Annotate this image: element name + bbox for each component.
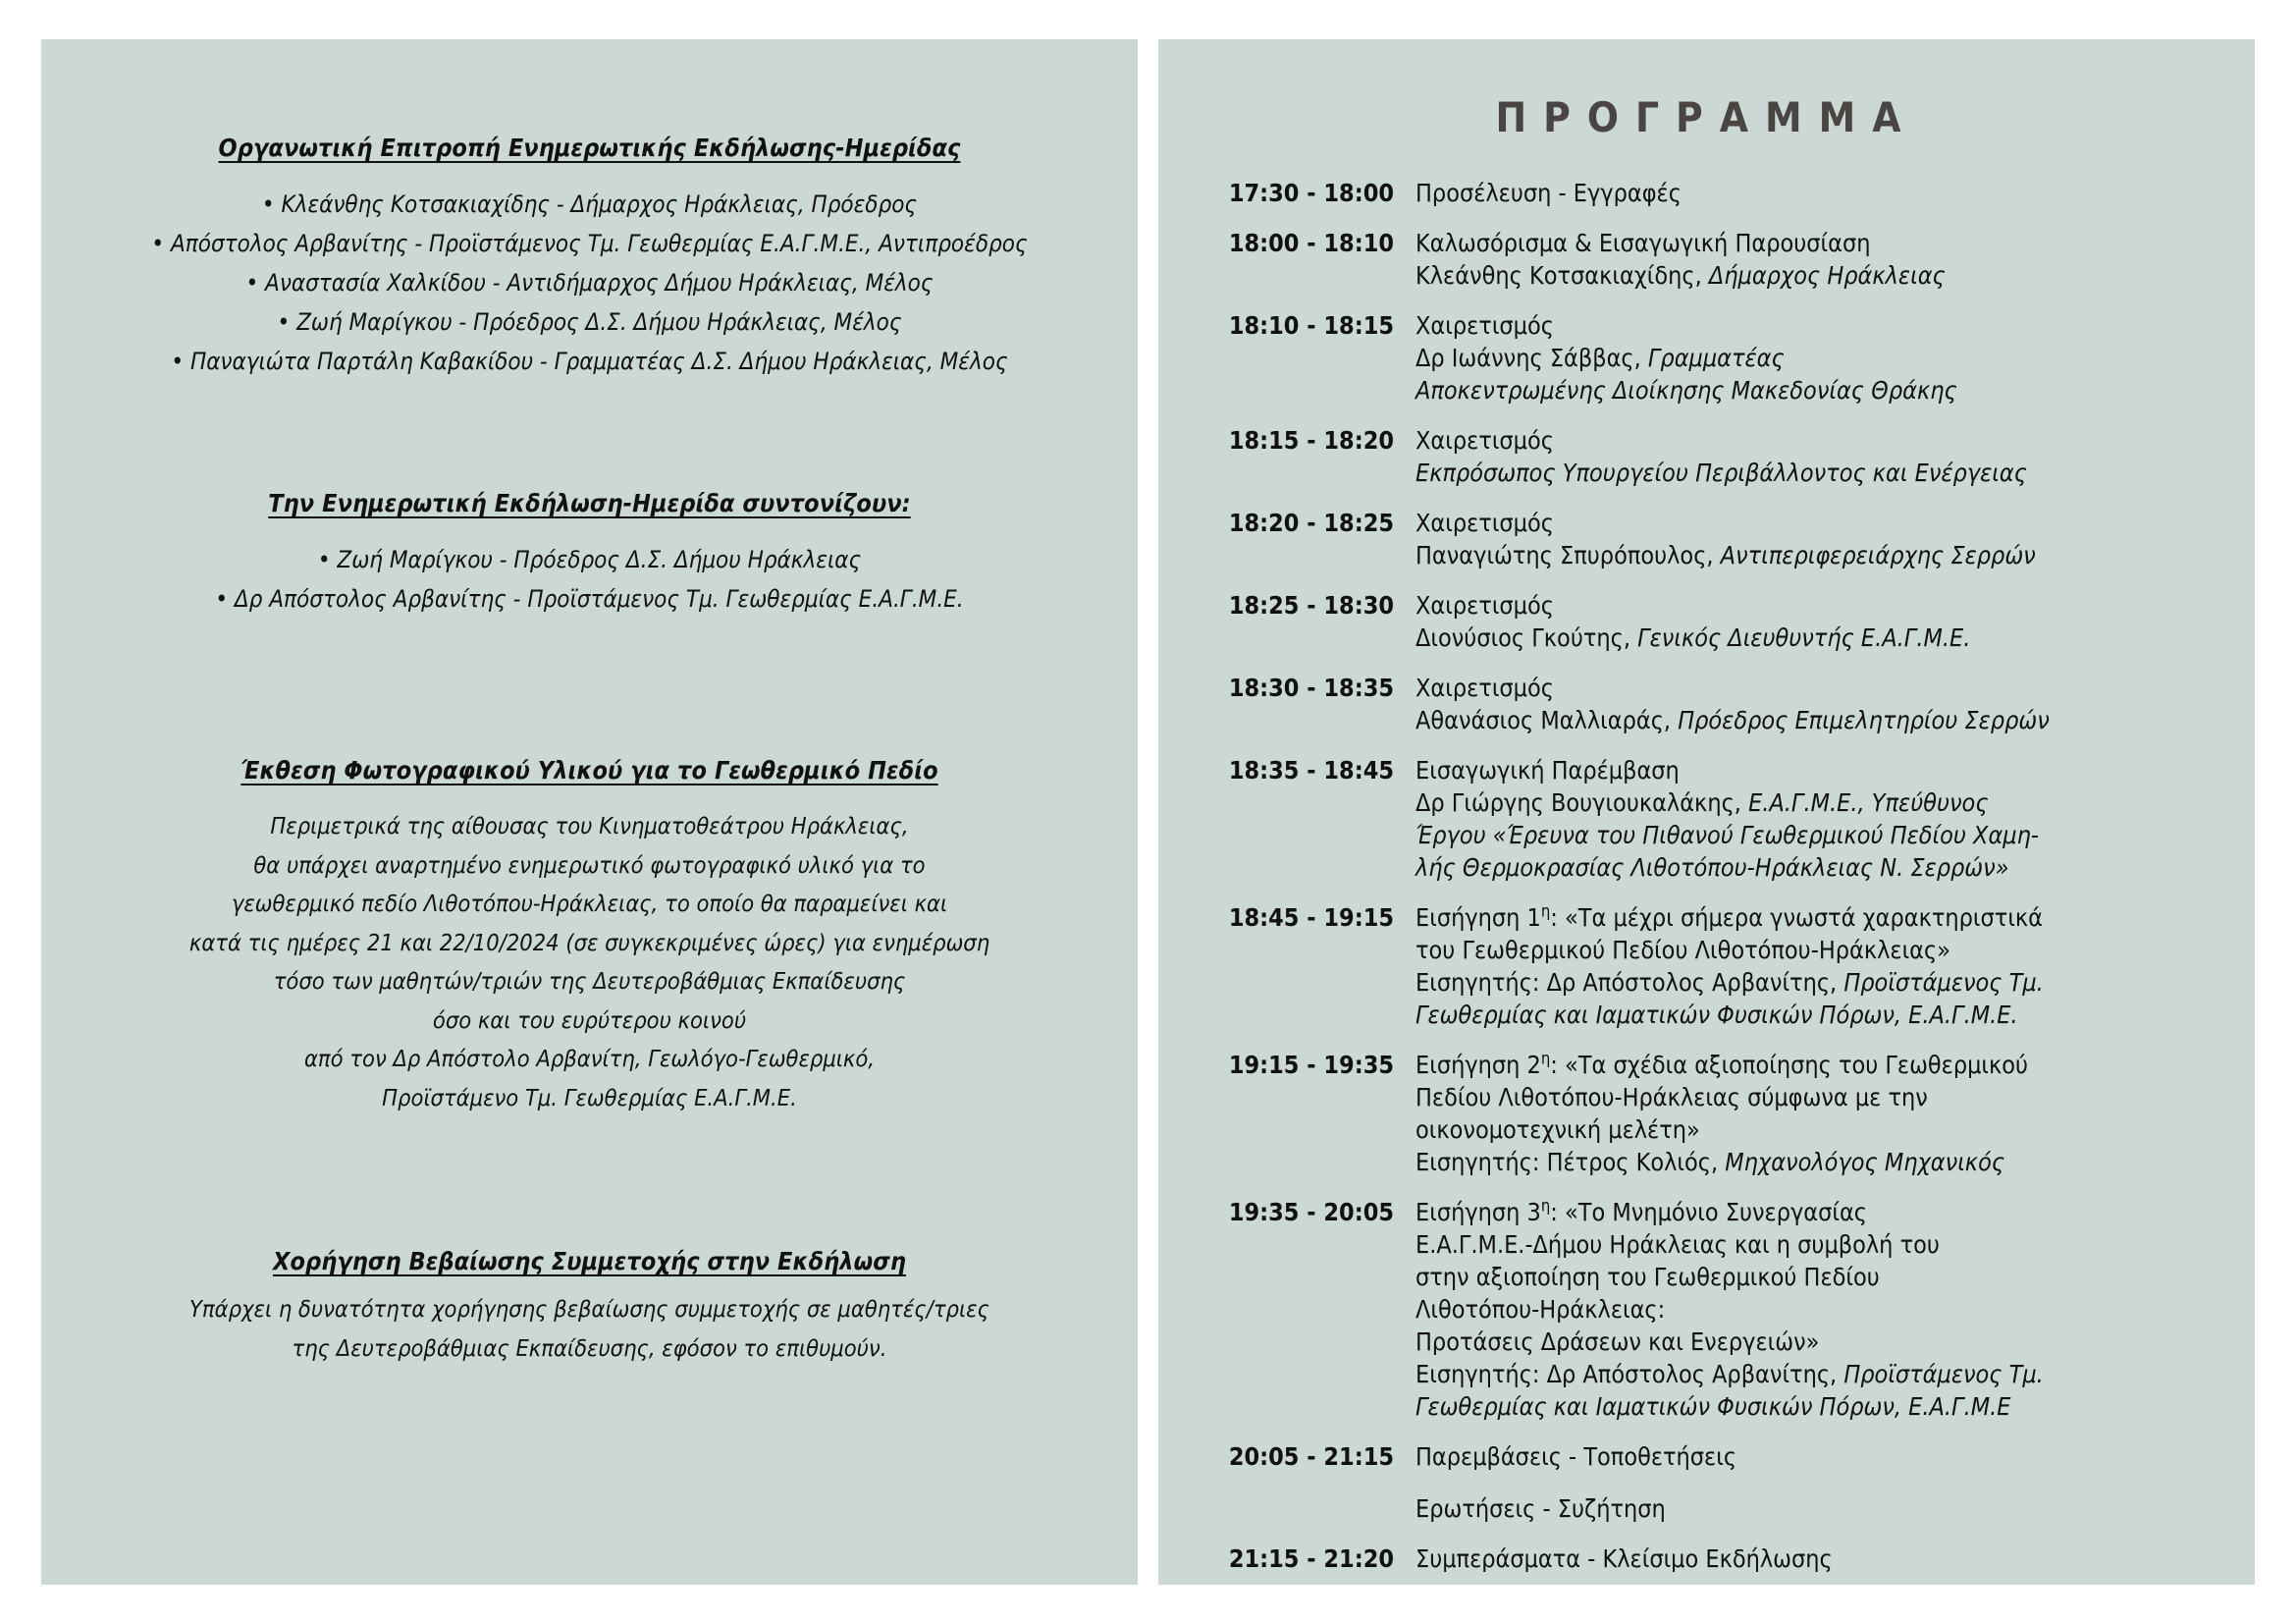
program-entry-line: [1415, 259, 2230, 292]
program-line-text: Διονύσιος Γκούτης,: [1415, 623, 1638, 652]
exhibition-text-line: κατά τις ημέρες 21 και 22/10/2024 (σε συγκεκριμένες ώρες) για ενημέρωση: [188, 928, 990, 956]
program-entry-line: [1415, 934, 2230, 966]
program-entry-time: 18:25 - 18:30: [1228, 591, 1394, 620]
program-line-text: Καλωσόρισμα & Εισαγωγική Παρουσίαση: [1415, 229, 1871, 257]
moderator: • Δρ Απόστολος Αρβανίτης - Προϊστάμενος Τμ. Γεωθερμίας Ε.Α.Γ.Μ.Ε.: [215, 585, 964, 613]
program-entry-line: [1415, 966, 2230, 999]
committee-member: • Ζωή Μαρίγκου - Πρόεδρος Δ.Σ. Δήμου Ηράκλειας, Μέλος: [277, 308, 902, 336]
program-line-role: Προϊστάμενος Τμ.: [1843, 1360, 2044, 1388]
program-line-spacer: [1415, 1473, 2230, 1492]
program-line-text: Χαιρετισμός: [1415, 674, 1554, 702]
program-entry-body: [1415, 424, 2230, 489]
program-entry-body: [1415, 754, 2230, 884]
program-line-text: Αθανάσιος Μαλλιαράς,: [1415, 706, 1679, 734]
program-entry-line: [1415, 1326, 2230, 1358]
program-entry-time: 18:15 - 18:20: [1228, 426, 1394, 455]
certificate-text-line: της Δευτεροβάθμιας Εκπαίδευσης, εφόσον το επιθυμούν.: [292, 1333, 887, 1362]
program-entry-time: 18:10 - 18:15: [1228, 311, 1394, 340]
spacer: [67, 1110, 1112, 1225]
program-line-text: Κλεάνθης Κοτσακιαχίδης,: [1415, 261, 1709, 290]
program-entry-body: [1415, 507, 2230, 571]
program-entry-line: [1415, 374, 2230, 406]
program-entry: [1219, 672, 2230, 736]
program-entry-line: [1415, 1081, 2230, 1113]
program-line-text-continued: : «Τα μέχρι σήμερα γνωστά χαρακτηριστικά: [1550, 903, 2044, 932]
program-line-role: Γραμματέας: [1647, 344, 1785, 372]
program-line-text: Εισήγηση 1: [1415, 903, 1541, 932]
program-entry-time: 21:15 - 21:20: [1228, 1544, 1394, 1573]
program-entry-body: [1415, 227, 2230, 292]
program-entry-line: [1415, 424, 2230, 457]
program-line-text: Χαιρετισμός: [1415, 426, 1554, 455]
program-line-text: στην αξιοποίηση του Γεωθερμικού Πεδίου: [1415, 1263, 1880, 1291]
program-entry-line: [1415, 1358, 2230, 1390]
program-entry-line: [1415, 227, 2230, 259]
program-line-text: Παρεμβάσεις - Τοποθετήσεις: [1415, 1442, 1737, 1471]
program-line-role: Ε.Α.Γ.Μ.Ε., Υπεύθυνος: [1748, 788, 1989, 817]
program-entry-line: [1415, 1146, 2230, 1178]
program-line-text: Λιθοτόπου-Ηράκλειας:: [1415, 1295, 1666, 1324]
program-entry-body: [1415, 309, 2230, 406]
program-entry-body: [1415, 589, 2230, 654]
program-line-text: Δρ Γιώργης Βουγιουκαλάκης,: [1415, 788, 1749, 817]
spacer: [67, 163, 1112, 192]
program-line-text: Χαιρετισμός: [1415, 311, 1554, 340]
program-line-text: Πεδίου Λιθοτόπου-Ηράκλειας σύμφωνα με την: [1415, 1083, 1928, 1111]
program-entry-line: [1415, 786, 2230, 819]
exhibition-text-line: Περιμετρικά της αίθουσας του Κινηματοθεάτρου Ηράκλειας,: [270, 812, 909, 839]
program-line-role: Αντιπεριφερειάρχης Σερρών: [1720, 541, 2036, 569]
spacer: [67, 39, 1112, 134]
program-line-text-continued: : «Το Μνημόνιο Συνεργασίας: [1550, 1198, 1867, 1226]
program-entry-body: [1415, 672, 2230, 736]
program-entry-line: [1415, 1440, 2230, 1473]
program-entry-line: [1415, 851, 2230, 884]
program-line-text: του Γεωθερμικού Πεδίου Λιθοτόπου-Ηράκλειας»: [1415, 936, 1950, 964]
moderators-heading: Την Ενημερωτική Εκδήλωση-Ημερίδα συντονίζουν:: [268, 489, 911, 517]
program-line-text: Εισαγωγική Παρέμβαση: [1415, 756, 1680, 785]
program-entry-body: [1415, 1196, 2230, 1423]
moderator: • Ζωή Μαρίγκου - Πρόεδρος Δ.Σ. Δήμου Ηράκλειας: [317, 546, 862, 573]
program-entry-body: [1415, 901, 2230, 1031]
program-entry-time: 19:15 - 19:35: [1228, 1051, 1394, 1079]
program-line-text: Εισηγητής: Πέτρος Κολιός,: [1415, 1148, 1726, 1176]
program-entry-line: [1415, 1049, 2230, 1081]
program-entry-line: [1415, 1228, 2230, 1261]
left-column-content: [41, 39, 1138, 1360]
program-entry: [1219, 1049, 2230, 1178]
program-entry-line: [1415, 342, 2230, 374]
program-line-role: Προϊστάμενος Τμ.: [1843, 968, 2044, 997]
program-entry-time: 20:05 - 21:15: [1228, 1442, 1394, 1471]
program-line-role: Αποκεντρωμένης Διοίκησης Μακεδονίας Θράκης: [1415, 376, 1957, 405]
program-entry-line: [1415, 1492, 2230, 1525]
certificate-heading: Χορήγηση Βεβαίωσης Συμμετοχής στην Εκδήλωση: [273, 1247, 906, 1275]
program-line-role: Γεωθερμίας και Ιαματικών Φυσικών Πόρων, Ε.Α.Γ.Μ.Ε: [1415, 1392, 2011, 1421]
program-entry-line: [1415, 622, 2230, 654]
committee-member: • Αναστασία Χαλκίδου - Αντιδήμαρχος Δήμου Ηράκλειας, Μέλος: [245, 269, 934, 297]
program-entry-line: [1415, 457, 2230, 489]
program-line-role: λής Θερμοκρασίας Λιθοτόπου-Ηράκλειας Ν. Σερρών»: [1415, 853, 2009, 882]
program-line-role: Εκπρόσωπος Υπουργείου Περιβάλλοντος και Ενέργειας: [1415, 459, 2027, 487]
program-line-role: Γεωθερμίας και Ιαματικών Φυσικών Πόρων, Ε.Α.Γ.Μ.Ε.: [1415, 1001, 2018, 1029]
program-line-text: Ερωτήσεις - Συζήτηση: [1415, 1494, 1666, 1523]
program-entry-line: [1415, 819, 2230, 851]
program-entry-line: [1415, 539, 2230, 571]
program-entry-time: 18:00 - 18:10: [1228, 229, 1394, 257]
program-line-text: οικονομοτεχνική μελέτη»: [1415, 1115, 1700, 1144]
program-entry-time: 18:20 - 18:25: [1228, 509, 1394, 537]
program-entry-time: 18:30 - 18:35: [1228, 674, 1394, 702]
program-entry-line: [1415, 1390, 2230, 1423]
program-entry-body: [1415, 1049, 2230, 1178]
program-entry-time: 17:30 - 18:00: [1228, 179, 1394, 207]
program-line-text: Προσέλευση - Εγγραφές: [1415, 179, 1682, 207]
spacer: [67, 373, 1112, 489]
program-entry: [1219, 424, 2230, 489]
program-title: ΠΡΟΓΡΑΜΜΑ: [1495, 93, 1918, 141]
program-entry-line: [1415, 754, 2230, 786]
program-entry-line: [1415, 589, 2230, 622]
committee-member: • Παναγιώτα Παρτάλη Καβακίδου - Γραμματέας Δ.Σ. Δήμου Ηράκλειας, Μέλος: [171, 348, 1008, 375]
program-schedule-list: [1219, 177, 2230, 1593]
photo-exhibition-heading: Έκθεση Φωτογραφικού Υλικού για το Γεωθερμικό Πεδίο: [240, 756, 938, 785]
left-info-panel: [41, 39, 1138, 1585]
exhibition-text-line: όσο και του ευρύτερου κοινού: [432, 1005, 747, 1034]
spacer: [67, 727, 1112, 756]
ordinal-superscript: η: [1540, 901, 1551, 921]
program-line-text: Ε.Α.Γ.Μ.Ε.-Δήμου Ηράκλειας και η συμβολή του: [1415, 1230, 1940, 1259]
program-entry-line: [1415, 704, 2230, 736]
program-entry-body: [1415, 1543, 2230, 1575]
right-program-panel: [1158, 39, 2255, 1585]
ordinal-superscript: η: [1540, 1196, 1551, 1216]
program-entry: [1219, 589, 2230, 654]
program-entry-line: [1415, 1113, 2230, 1146]
organizing-committee-heading: Οργανωτική Επιτροπή Ενημερωτικής Εκδήλωσης-Ημερίδας: [218, 134, 961, 162]
ordinal-superscript: η: [1540, 1049, 1551, 1068]
program-line-text: Παναγιώτης Σπυρόπουλος,: [1415, 541, 1721, 569]
program-line-role: Πρόεδρος Επιμελητηρίου Σερρών: [1678, 706, 2050, 734]
program-line-text: Χαιρετισμός: [1415, 591, 1554, 620]
program-entry-line: [1415, 177, 2230, 209]
program-entry: [1219, 227, 2230, 292]
program-line-role: Δήμαρχος Ηράκλειας: [1708, 261, 1946, 290]
program-entry-line: [1415, 999, 2230, 1031]
program-line-role: Έργου «Έρευνα του Πιθανού Γεωθερμικού Πεδίου Χαμη-: [1415, 821, 2039, 849]
spacer: [67, 1225, 1112, 1247]
program-entry: [1219, 1196, 2230, 1423]
program-entry: [1219, 309, 2230, 406]
program-entry: [1219, 177, 2230, 209]
program-line-text: Χαιρετισμός: [1415, 509, 1554, 537]
exhibition-text-line: γεωθερμικό πεδίο Λιθοτόπου-Ηράκλειας, το οποίο θα παραμείνει και: [231, 890, 948, 917]
exhibition-text-line: Προϊστάμενο Τμ. Γεωθερμίας Ε.Α.Γ.Μ.Ε.: [382, 1083, 797, 1111]
program-entry-line: [1415, 1196, 2230, 1228]
program-entry-line: [1415, 309, 2230, 342]
program-entry-line: [1415, 507, 2230, 539]
program-line-text: Προτάσεις Δράσεων και Ενεργειών»: [1415, 1327, 1820, 1356]
program-line-text: Συμπεράσματα - Κλείσιμο Εκδήλωσης: [1415, 1544, 1833, 1573]
program-line-text: Εισηγητής: Δρ Απόστολος Αρβανίτης,: [1415, 968, 1844, 997]
program-entry: [1219, 1543, 2230, 1575]
program-entry-line: [1415, 901, 2230, 934]
program-entry-line: [1415, 1543, 2230, 1575]
program-line-text-continued: : «Τα σχέδια αξιοποίησης του Γεωθερμικού: [1550, 1051, 2029, 1079]
program-line-text: Εισήγηση 2: [1415, 1051, 1541, 1079]
exhibition-text-line: θα υπάρχει αναρτημένο ενημερωτικό φωτογραφικό υλικό για το: [253, 850, 926, 879]
program-entry-line: [1415, 672, 2230, 704]
program-line-role: Μηχανολόγος Μηχανικός: [1725, 1148, 2005, 1176]
exhibition-text-line: τόσο των μαθητών/τριών της Δευτεροβάθμιας Εκπαίδευσης: [273, 967, 906, 995]
spacer: [67, 785, 1112, 815]
spacer: [67, 518, 1112, 548]
program-line-text: Δρ Ιωάννης Σάββας,: [1415, 344, 1648, 372]
program-entry-body: [1415, 177, 2230, 209]
program-entry-time: 18:35 - 18:45: [1228, 756, 1394, 785]
program-entry: [1219, 901, 2230, 1031]
program-line-text: Εισήγηση 3: [1415, 1198, 1541, 1226]
committee-member: • Κλεάνθης Κοτσακιαχίδης - Δήμαρχος Ηράκλειας, Πρόεδρος: [261, 190, 918, 218]
program-entry-time: 18:45 - 19:15: [1228, 903, 1394, 932]
program-line-role: Γενικός Διευθυντής Ε.Α.Γ.Μ.Ε.: [1637, 623, 1971, 652]
program-entry: [1219, 507, 2230, 571]
program-entry-body: [1415, 1440, 2230, 1525]
program-entry-time: 19:35 - 20:05: [1228, 1198, 1394, 1226]
committee-member: • Απόστολος Αρβανίτης - Προϊστάμενος Τμ. Γεωθερμίας Ε.Α.Γ.Μ.Ε., Αντιπροέδρος: [151, 230, 1028, 257]
program-line-text: Εισηγητής: Δρ Απόστολος Αρβανίτης,: [1415, 1360, 1844, 1388]
exhibition-text-line: από τον Δρ Απόστολο Αρβανίτη, Γεωλόγο-Γεωθερμικό,: [303, 1045, 876, 1072]
spacer: [67, 611, 1112, 727]
certificate-text-line: Υπάρχει η δυνατότητα χορήγησης βεβαίωσης συμμετοχής σε μαθητές/τριες: [189, 1295, 989, 1323]
program-entry-line: [1415, 1261, 2230, 1293]
program-entry-line: [1415, 1293, 2230, 1326]
program-entry: [1219, 754, 2230, 884]
program-entry: [1219, 1440, 2230, 1525]
